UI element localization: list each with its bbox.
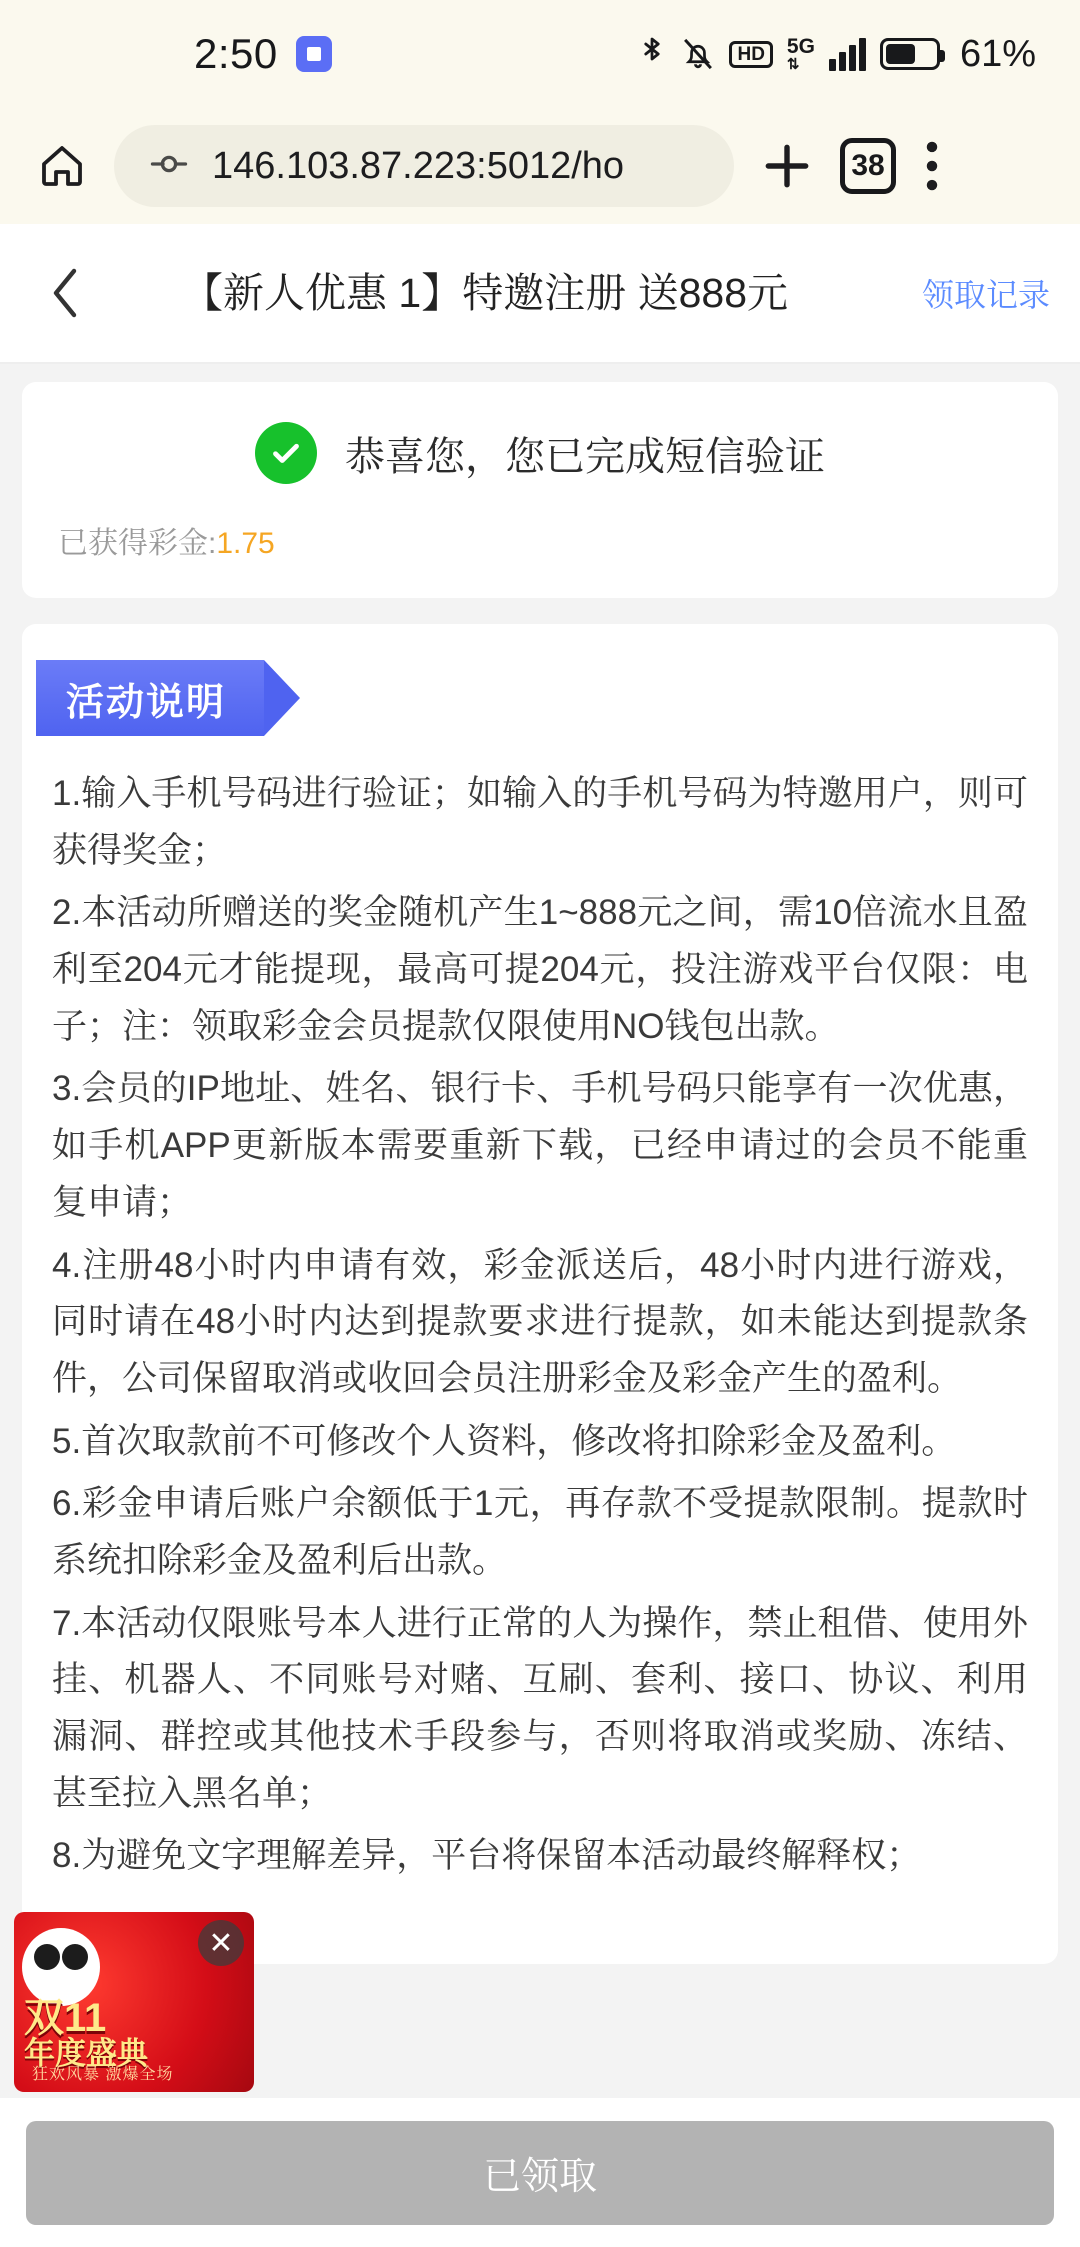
- rule-item: 7.本活动仅限账号本人进行正常的人为操作，禁止租借、使用外挂、机器人、不同账号对赌、互刷、套利、接口、协议、利用漏洞、群控或其他技术手段参与，否则将取消或奖励、冻结、甚至拉入黑名单；: [52, 1603, 1028, 1813]
- home-icon[interactable]: [36, 140, 88, 192]
- rule-item: 2.本活动所赠送的奖金随机产生1~888元之间，需10倍流水且盈利至204元才能提现，最高可提204元，投注游戏平台仅限：电子；注：领取彩金会员提款仅限使用NO钱包出款。: [52, 893, 1028, 1046]
- claim-button[interactable]: 已领取: [26, 2121, 1054, 2225]
- check-circle-icon: [255, 422, 317, 484]
- rule-item: 5.首次取款前不可修改个人资料，修改将扣除彩金及盈利。: [52, 1421, 957, 1461]
- rule-item: 4.注册48小时内申请有效，彩金派送后，48小时内进行游戏，同时请在48小时内达到提款要求进行提款，如未能达到提款条件，公司保留取消或收回会员注册彩金及彩金产生的盈利。: [52, 1245, 1028, 1398]
- network-arrows: ⇅: [786, 56, 800, 73]
- success-message: 恭喜您，您已完成短信验证: [345, 434, 825, 479]
- address-bar[interactable]: [114, 125, 734, 207]
- ad-title-line2: 年度盛典: [24, 2036, 148, 2071]
- url-text[interactable]: 146.103.87.223:5012/ho: [212, 144, 625, 187]
- page-header: [0, 224, 1080, 364]
- rule-item: 6.彩金申请后账户余额低于1元，再存款不受提款限制。提款时系统扣除彩金及盈利后出款。: [52, 1484, 1028, 1580]
- battery-level: 61%: [959, 32, 1036, 75]
- status-time: 2:50: [194, 30, 278, 77]
- ad-subtitle: 狂欢风暴 激爆全场: [32, 2066, 174, 2083]
- site-info-icon[interactable]: [148, 147, 190, 186]
- page-content: [0, 364, 1080, 2098]
- alarm-muted-icon: [681, 36, 715, 72]
- network-type-indicator: [787, 36, 815, 72]
- footer-bar: [0, 2098, 1080, 2247]
- tab-count-button[interactable]: 38: [840, 138, 896, 194]
- verification-success-card: [22, 382, 1058, 598]
- overflow-menu-icon[interactable]: [922, 139, 942, 193]
- signal-bars-icon: [829, 37, 866, 71]
- network-type-label: 5G: [786, 35, 815, 58]
- battery-icon: [880, 38, 940, 70]
- claim-record-link[interactable]: 领取记录: [921, 277, 1050, 313]
- success-row: [58, 422, 1022, 484]
- rule-item: 8.为避免文字理解差异，平台将保留本活动最终解释权；: [52, 1836, 922, 1876]
- ad-title-line1: 双11: [24, 1996, 107, 2040]
- app-badge-icon: [296, 36, 332, 72]
- close-icon[interactable]: ✕: [198, 1920, 244, 1966]
- section-title-ribbon: 活动说明: [36, 660, 264, 736]
- rule-item: 3.会员的IP地址、姓名、银行卡、手机号码只能享有一次优惠，如手机APP更新版本需要重新下载，已经申请过的会员不能重复申请；: [52, 1069, 1028, 1222]
- status-bar: [0, 0, 1080, 108]
- browser-toolbar: [0, 108, 1080, 224]
- promo-ad-banner[interactable]: [14, 1912, 254, 2092]
- plus-icon[interactable]: [760, 139, 814, 193]
- page-title: 【新人优惠 1】特邀注册 送888元: [182, 269, 788, 316]
- back-chevron-icon[interactable]: [30, 265, 100, 321]
- status-bar-left: [194, 30, 332, 78]
- activity-rules-block: [22, 624, 1058, 1964]
- bonus-amount-label: 已获得彩金:: [58, 527, 217, 560]
- bonus-amount-value: 1.75: [216, 527, 275, 560]
- hd-indicator: HD: [729, 41, 772, 68]
- rules-list: [22, 736, 1058, 1885]
- ribbon-wrap: [22, 624, 1058, 736]
- bonus-amount-row: [58, 518, 1022, 562]
- status-bar-right: [637, 33, 1036, 76]
- rule-item: 1.输入手机号码进行验证；如输入的手机号码为特邀用户，则可获得奖金；: [52, 774, 1028, 870]
- bluetooth-icon: [637, 35, 667, 73]
